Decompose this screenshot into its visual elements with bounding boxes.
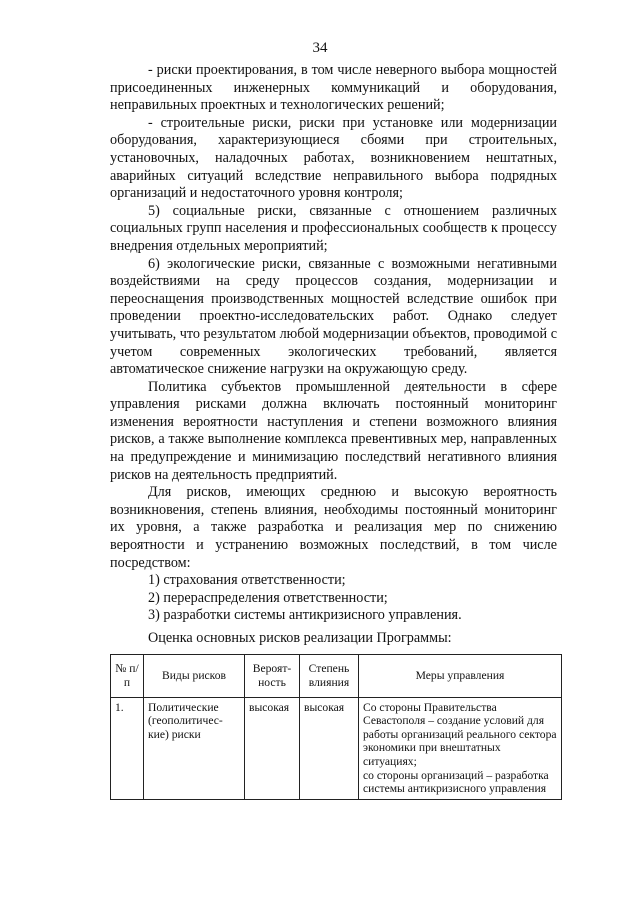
cell-num: 1. bbox=[111, 697, 144, 799]
cell-risk-type: Политические (геополитичес-кие) риски bbox=[144, 697, 245, 799]
paragraph: - риски проектирования, в том числе неверного выбора мощностей присоединенных инженерных коммуникаций и оборудования, неправильных проектных и технологических решений; bbox=[110, 62, 557, 114]
table-row bbox=[111, 697, 562, 799]
paragraph: 6) экологические риски, связанные с возможными негативными воздействиями на среду процессов создания, модернизации и переоснащения производственных мощностей вследствие ошибок при проведении проектно-исследовательских работ. Однако следует учитывать, что результатом любой модернизации объектов, проводимой с учетом современных экологических требований, является автоматическое снижение нагрузки на окружающую среду. bbox=[110, 255, 557, 378]
header-measures: Меры управления bbox=[359, 654, 562, 697]
cell-measures bbox=[359, 697, 562, 799]
list-item: 2) перераспределения ответственности; bbox=[148, 589, 388, 606]
cell-probability: высокая bbox=[245, 697, 300, 799]
cell-impact: высокая bbox=[300, 697, 359, 799]
measure-organizations: со стороны организаций – разработка системы антикризисного управления bbox=[363, 768, 549, 796]
document-body bbox=[110, 62, 557, 800]
header-probability: Вероят-ность bbox=[245, 654, 300, 697]
paragraph: 5) социальные риски, связанные с отношением различных социальных групп населения и профессиональных сообществ к процессу внедрения отдельных мероприятий; bbox=[110, 202, 557, 254]
header-impact: Степень влияния bbox=[300, 654, 359, 697]
table-caption: Оценка основных рисков реализации Программы: bbox=[148, 630, 452, 646]
paragraph: - строительные риски, риски при установке или модернизации оборудования, характеризующиеся сбоями при строительных, установочных, наладочных работах, возникновением нештатных, аварийных ситуаций вследствие неправильного выбора подрядных организаций и недостаточного уровня контроля; bbox=[110, 114, 557, 202]
page-number: 34 bbox=[312, 40, 328, 56]
list-item: 1) страхования ответственности; bbox=[148, 572, 346, 589]
table-header-row bbox=[111, 654, 562, 697]
list-item: 3) разработки системы антикризисного управления. bbox=[148, 607, 462, 624]
header-risk-type: Виды рисков bbox=[144, 654, 245, 697]
paragraph: Для рисков, имеющих среднюю и высокую вероятность возникновения, степень влияния, необходимы постоянный мониторинг их уровня, а также разработка и реализация мер по снижению вероятности и устранению возможных последствий, в том числе посредством: bbox=[110, 484, 557, 571]
risk-table bbox=[110, 654, 562, 800]
measure-government: Со стороны Правительства Севастополя – создание условий для работы организаций реального сектора экономики при внештатных ситуациях; bbox=[363, 700, 557, 768]
header-num: № п/п bbox=[111, 654, 144, 697]
paragraph: Политика субъектов промышленной деятельности в сфере управления рисками должна включать постоянный мониторинг изменения вероятности наступления и степени возможного влияния рисков, а также выполнение комплекса превентивных мер, направленных на предупреждение и минимизацию последствий негативного влияния рисков на деятельность предприятий. bbox=[110, 378, 557, 483]
